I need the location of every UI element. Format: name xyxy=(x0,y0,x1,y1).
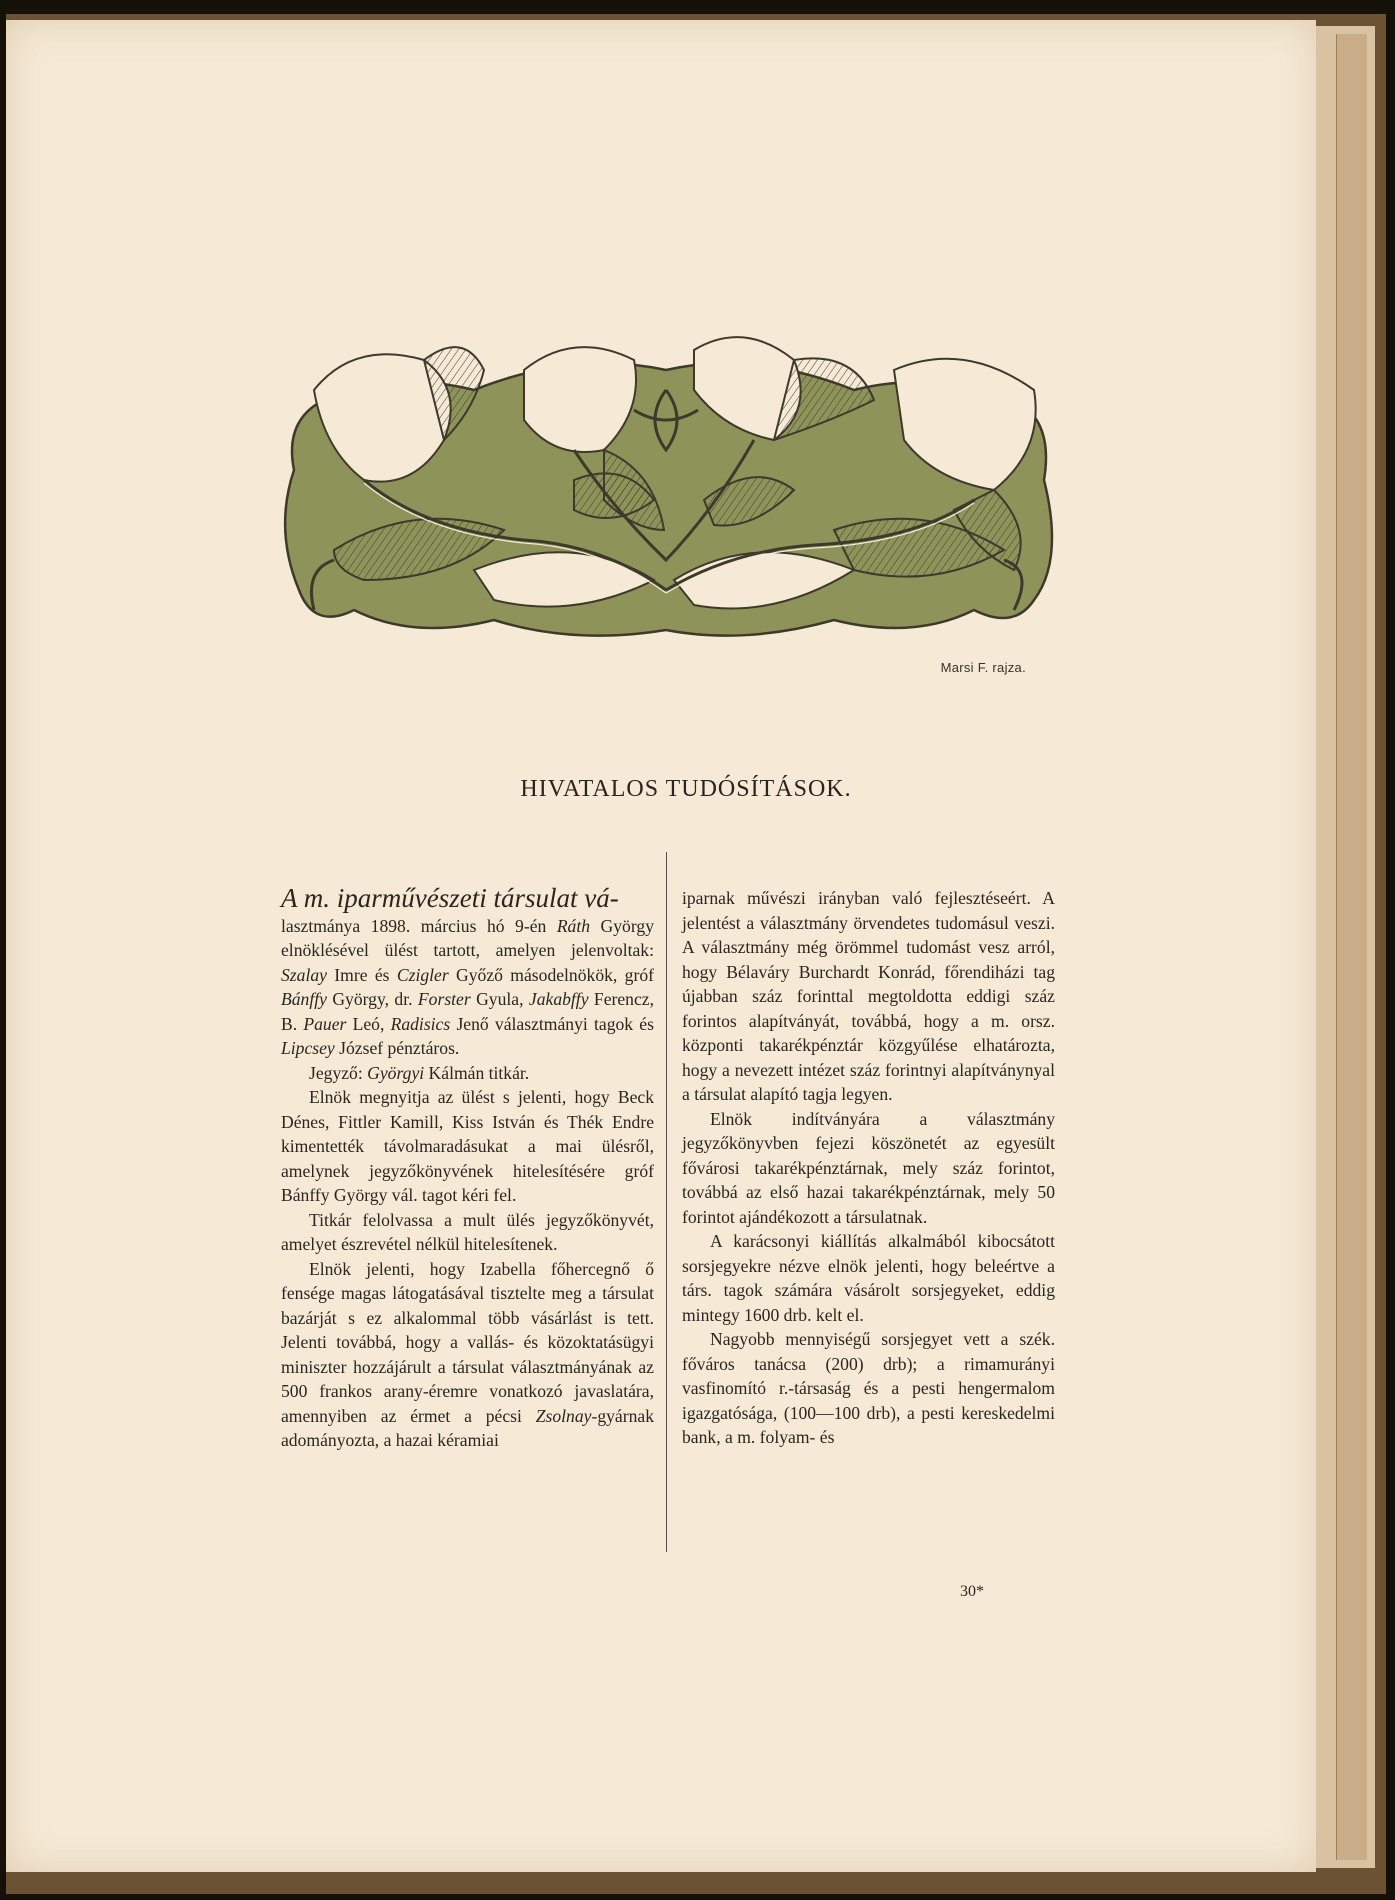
paragraph-2: Jegyző: Györgyi Kálmán titkár. xyxy=(309,1062,530,1083)
column-rule xyxy=(666,852,667,1552)
name-szalay: Szalay xyxy=(281,964,327,985)
name-zsolnay: Zsolnay xyxy=(535,1405,592,1426)
name-pauer: Pauer xyxy=(303,1013,347,1034)
paragraph-4: Titkár felolvassa a mult ülés jegyzőkönyvét, amelyet észrevétel nélkül hitelesítenek. xyxy=(281,1209,654,1254)
page-edges-inner xyxy=(1336,34,1367,1860)
name-rath: Ráth xyxy=(556,915,591,936)
paragraph-8: A karácsonyi kiállítás alkalmából kibocsátott sorsjegyekre nézve elnök jelenti, hogy beleértve a társ. tagok számára vásárolt sorsjegyeket, eddig mintegy 1600 drb. kelt el. xyxy=(682,1231,1055,1325)
page-number: 30* xyxy=(960,1583,984,1600)
paragraph-6: iparnak művészi irányban való fejlesztéseért. A jelentést a választmány örvendetes tudomásul veszi. A választmány még örömmel tudomást vesz arról, hogy Bélaváry Burchardt Konrád, főrendiházi tag újabban száz forinttal megtoldotta eddigi száz forintos alapítványát, továbbá, hogy a m. orsz. központi takarékpénztár közgyűlése elhatározta, hogy a nevezett intézet száz forintnyi alapítványnyal a társulat alapító tagja legyen. xyxy=(682,888,1055,1104)
left-column xyxy=(281,883,654,1453)
illustration-credit: Marsi F. rajza. xyxy=(940,660,1026,675)
name-czigler: Czigler xyxy=(396,964,449,985)
page-title: HIVATALOS TUDÓSÍTÁSOK. xyxy=(520,776,852,802)
name-lipcsey: Lipcsey xyxy=(281,1038,335,1058)
name-jakabffy: Jakabffy xyxy=(528,989,589,1009)
floral-ornament-illustration xyxy=(274,330,1058,650)
right-column xyxy=(682,886,1055,1450)
paragraph-9: Nagyobb mennyiségű sorsjegyet vett a szék. főváros tanácsa (200) drb); a rimamurányi vasfinomító r.-társaság és a pesti hengermalom igazgatósága, (100—100 drb), a pesti kereskedelmi bank, a m. folyam- és xyxy=(682,1329,1055,1447)
name-radisics: Radisics xyxy=(390,1013,451,1034)
name-banffy: Bánffy xyxy=(281,989,327,1009)
paragraph-5: Elnök jelenti, hogy Izabella főhercegnő ő fensége magas látogatásával tisztelte meg a társulat bazárját s ez alkalommal több vásárlást is tett. Jelenti továbbá, hogy a vallás- és közoktatásügyi miniszter hozzájárult a társulat választmányának az 500 frankos arany-éremre vonatkozó javaslatára, amennyiben az érmet a pécsi Zsolnay-gyárnak adományozta, a hazai kéramiai xyxy=(281,1258,654,1450)
paragraph-1: A m. iparművészeti társulat vá- lasztmánya 1898. március hó 9-én Ráth György elnöklésével ülést tartott, amelyen jelenvoltak: Szalay Imre és Czigler Győző másodelnökök, gróf Bánffy György, dr. Forster Gyula, Jakabffy Ferencz, B. Pauer Leó, Radisics Jenő választmányi tagok és Lipcsey József pénztáros. xyxy=(281,883,654,1058)
paragraph-3: Elnök megnyitja az ülést s jelenti, hogy Beck Dénes, Fittler Kamill, Kiss István és Thék Endre kimentették távolmaradásukat a mai ülésről, amelynek jegyzőkönyvének hitelesítésére gróf Bánffy György vál. tagot kéri fel. xyxy=(281,1087,654,1205)
name-forster: Forster xyxy=(417,989,471,1009)
name-gyorgyi: Györgyi xyxy=(367,1062,425,1083)
book-page xyxy=(6,20,1316,1872)
paragraph-7: Elnök indítványára a választmány jegyzőkönyvben fejezi köszönetét az egyesült fővárosi takarékpénztárnak, mely száz forintot, továbbá az első hazai takarékpénztárnak, mely 50 forintot ajándékozott a társulatnak. xyxy=(682,1108,1055,1227)
lead-heading: A m. iparművészeti társulat vá- xyxy=(281,883,619,913)
